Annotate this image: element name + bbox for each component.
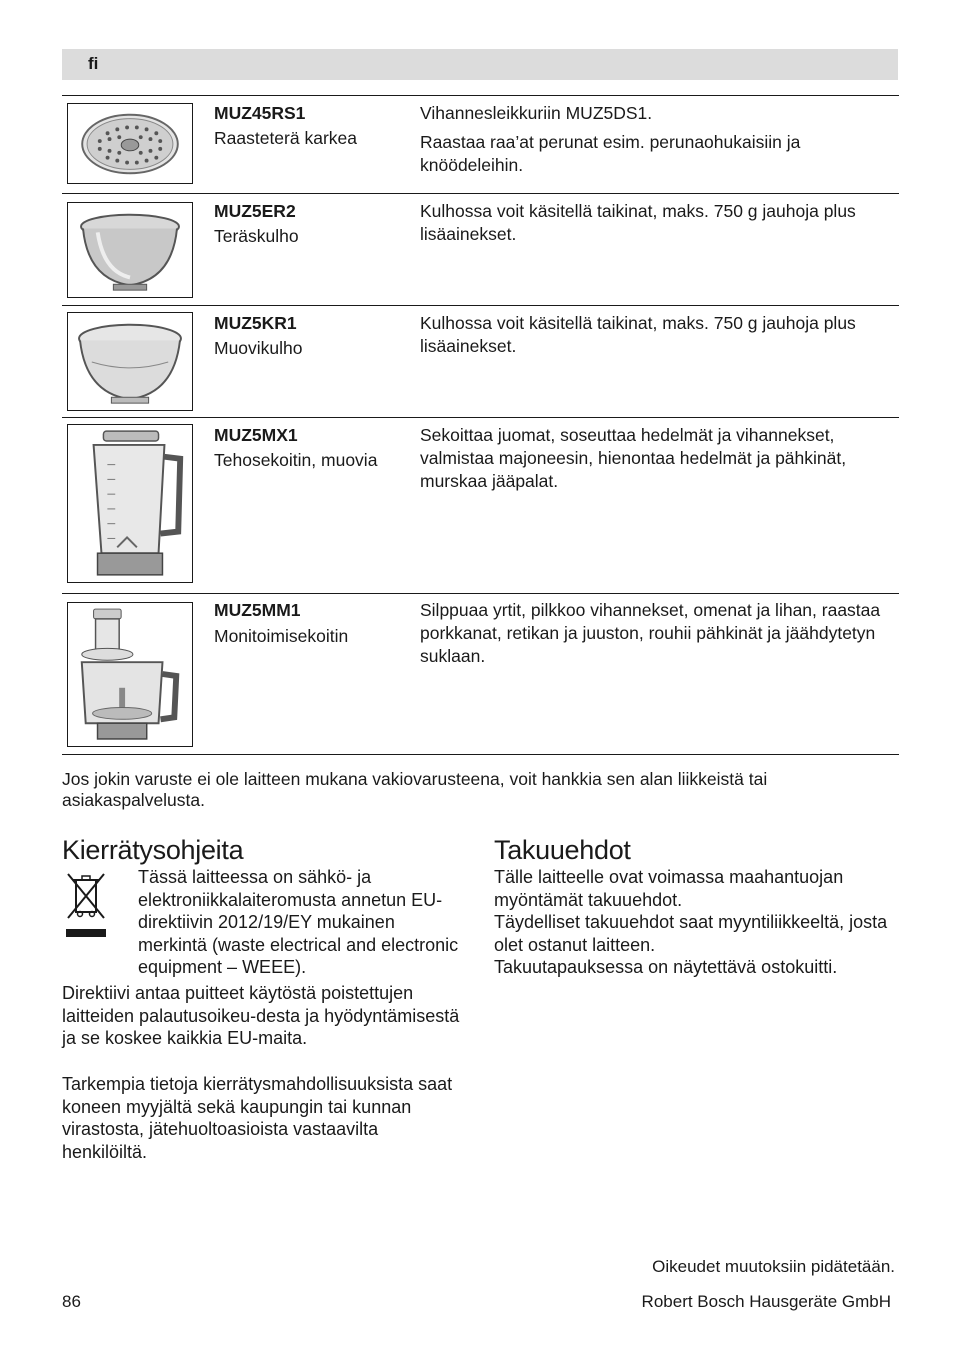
page-number: 86 <box>62 1292 81 1311</box>
company-name: Robert Bosch Hausgeräte GmbH <box>641 1292 891 1311</box>
warranty-text <box>494 866 894 979</box>
table-row <box>62 594 899 754</box>
blender-icon <box>67 424 193 583</box>
product-description <box>420 200 898 252</box>
recycling-paragraph: Tarkempia tietoja kierrätysmahdollisuuksista saat koneen myyjältä sekä kaupungin tai kunnan virastosta, jätehuoltoasioista vastaavilta henkilöiltä. <box>62 1074 453 1162</box>
product-name: Teräskulho <box>214 226 299 246</box>
recycling-intro: Tässä laitteessa on sähkö- ja elektroniikkalaiteromusta annetun EU-direktiivin 2012/19/EY mukainen merkintä (waste electrical and electronic equipment – WEEE). <box>138 867 459 977</box>
table-row <box>62 306 899 417</box>
table-row <box>62 96 899 193</box>
product-name: Raasteterä karkea <box>214 128 357 148</box>
product-description <box>420 312 898 364</box>
language-header-bar <box>62 49 898 80</box>
plastic-bowl-icon <box>67 312 193 411</box>
table-row <box>62 418 899 593</box>
table-row <box>62 194 899 305</box>
warranty-heading: Takuuehdot <box>494 835 631 865</box>
language-tag: fi <box>88 54 99 73</box>
description-line: Kulhossa voit käsitellä taikinat, maks. 750 g jauhoja plus lisäainekset. <box>420 201 856 244</box>
recycling-paragraph: Direktiivi antaa puitteet käytöstä poistettujen laitteiden palautusoikeu-desta ja hyödyntämisestä ja se koskee kaikkia EU-maita. <box>62 983 460 1048</box>
table-rule-bottom <box>62 754 899 755</box>
product-description <box>420 599 898 674</box>
product-name: Monitoimisekoitin <box>214 626 349 646</box>
grater-disc-icon <box>67 103 193 184</box>
description-line: Raastaa raa’at perunat esim. perunaohukaisiin ja knöödeleihin. <box>420 132 801 175</box>
steel-bowl-icon <box>67 202 193 298</box>
product-name: Tehosekoitin, muovia <box>214 450 378 470</box>
weee-crossed-bin-icon <box>64 870 108 940</box>
description-line: Sekoittaa juomat, soseuttaa hedelmät ja vihannekset, valmistaa majoneesin, hienontaa hedelmät ja pähkinät, murskaa jääpalat. <box>420 425 847 491</box>
product-model: MUZ5KR1 <box>214 313 297 333</box>
warranty-line: Tälle laitteelle ovat voimassa maahantuojan myöntämät takuuehdot. <box>494 867 844 910</box>
rights-reserved-note: Oikeudet muutoksiin pidätetään. <box>652 1257 895 1276</box>
warranty-line: Täydelliset takuuehdot saat myyntiliikkeeltä, josta olet ostanut laitteen. <box>494 912 888 955</box>
product-model: MUZ5ER2 <box>214 201 296 221</box>
description-line: Kulhossa voit käsitellä taikinat, maks. 750 g jauhoja plus lisäainekset. <box>420 313 856 356</box>
product-name: Muovikulho <box>214 338 303 358</box>
description-line: Silppuaa yrtit, pilkkoo vihannekset, omenat ja lihan, raastaa porkkanat, retikan ja juuston, rouhii pähkinät ja jäähdytetyn suklaan. <box>420 600 881 666</box>
product-description <box>420 424 898 499</box>
availability-note: Jos jokin varuste ei ole laitteen mukana vakiovarusteena, voit hankkia sen alan liikkeistä tai asiakaspalvelusta. <box>62 769 768 810</box>
product-model: MUZ5MX1 <box>214 425 298 445</box>
recycling-heading: Kierrätysohjeita <box>62 835 244 865</box>
description-line: Vihannesleikkuriin MUZ5DS1. <box>420 103 653 123</box>
food-processor-icon <box>67 602 193 747</box>
product-description <box>420 102 898 183</box>
product-model: MUZ45RS1 <box>214 103 306 123</box>
product-model: MUZ5MM1 <box>214 600 301 620</box>
warranty-line: Takuutapauksessa on näytettävä ostokuitti. <box>494 957 838 977</box>
